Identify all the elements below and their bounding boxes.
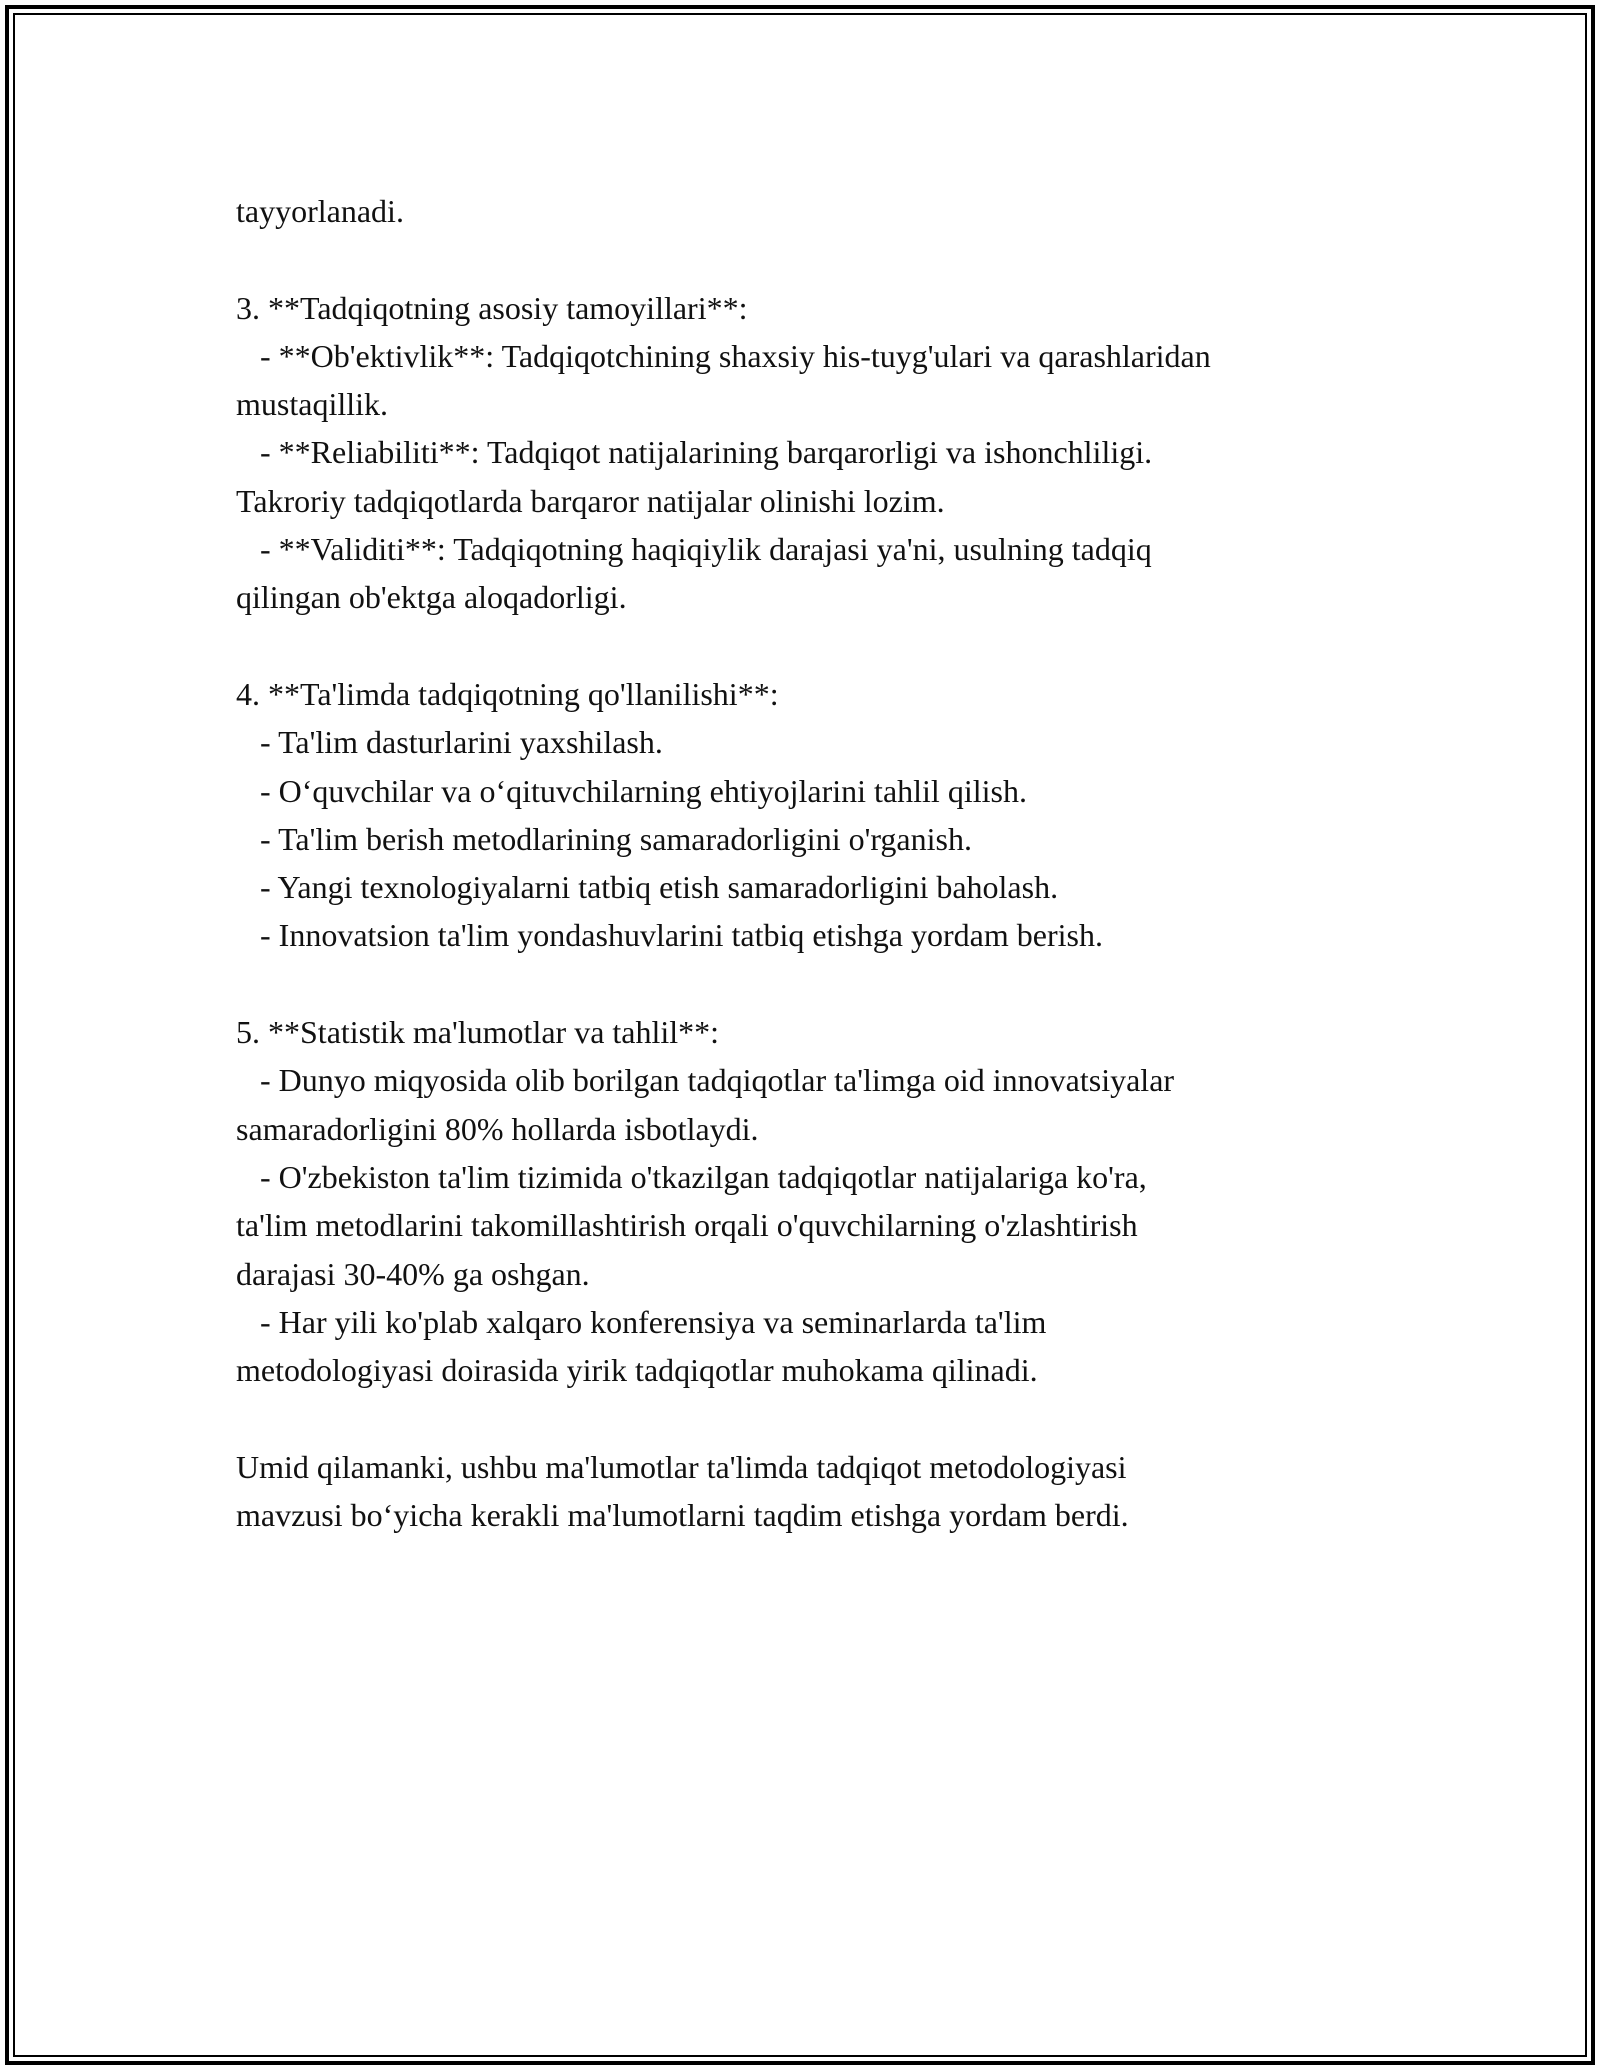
blank-line	[236, 960, 1436, 1008]
text-line: - Har yili ko'plab xalqaro konferensiya va seminarlarda ta'lim	[236, 1303, 1047, 1340]
closing-paragraph-line: mavzusi bo‘yicha kerakli ma'lumotlarni taqdim etishga yordam berdi.	[236, 1497, 1129, 1534]
text-line: mustaqillik.	[236, 386, 388, 423]
section-heading-3: 3. **Tadqiqotning asosiy tamoyillari**:	[236, 289, 748, 326]
list-item: - Ta'lim berish metodlarining samaradorligini o'rganish.	[236, 820, 972, 857]
closing-paragraph-line: Umid qilamanki, ushbu ma'lumotlar ta'limda tadqiqot metodologiyasi	[236, 1448, 1127, 1485]
blank-line	[236, 622, 1436, 670]
list-item: - Yangi texnologiyalarni tatbiq etish samaradorligini baholash.	[236, 869, 1059, 906]
text-line: - O'zbekiston ta'lim tizimida o'tkazilgan tadqiqotlar natijalariga ko'ra,	[236, 1158, 1147, 1195]
document-body	[236, 187, 1436, 1539]
text-line: Takroriy tadqiqotlarda barqaror natijalar olinishi lozim.	[236, 482, 945, 519]
list-item: - O‘quvchilar va o‘qituvchilarning ehtiyojlarini tahlil qilish.	[236, 772, 1027, 809]
section-heading-4: 4. **Ta'limda tadqiqotning qo'llanilishi**:	[236, 675, 779, 712]
text-line: - **Ob'ektivlik**: Tadqiqotchining shaxsiy his-tuyg'ulari va qarashlaridan	[236, 337, 1211, 374]
text-line: qilingan ob'ektga aloqadorligi.	[236, 579, 627, 616]
text-line: samaradorligini 80% hollarda isbotlaydi.	[236, 1110, 759, 1147]
text-line: tayyorlanadi.	[236, 193, 404, 229]
list-item: - Innovatsion ta'lim yondashuvlarini tatbiq etishga yordam berish.	[236, 917, 1103, 954]
text-line: darajasi 30-40% ga oshgan.	[236, 1255, 590, 1292]
text-line: - **Validiti**: Tadqiqotning haqiqiylik darajasi ya'ni, usulning tadqiq	[236, 531, 1152, 568]
text-line: metodologiyasi doirasida yirik tadqiqotlar muhokama qilinadi.	[236, 1352, 1038, 1389]
blank-line	[236, 1394, 1436, 1442]
list-item: - Ta'lim dasturlarini yaxshilash.	[236, 724, 663, 761]
text-line: - **Reliabiliti**: Tadqiqot natijalarining barqarorligi va ishonchliligi.	[236, 434, 1153, 471]
blank-line	[236, 235, 1436, 283]
text-line: - Dunyo miqyosida olib borilgan tadqiqotlar ta'limga oid innovatsiyalar	[236, 1062, 1175, 1099]
text-line: ta'lim metodlarini takomillashtirish orqali o'quvchilarning o'zlashtirish	[236, 1207, 1138, 1244]
section-heading-5: 5. **Statistik ma'lumotlar va tahlil**:	[236, 1014, 720, 1051]
